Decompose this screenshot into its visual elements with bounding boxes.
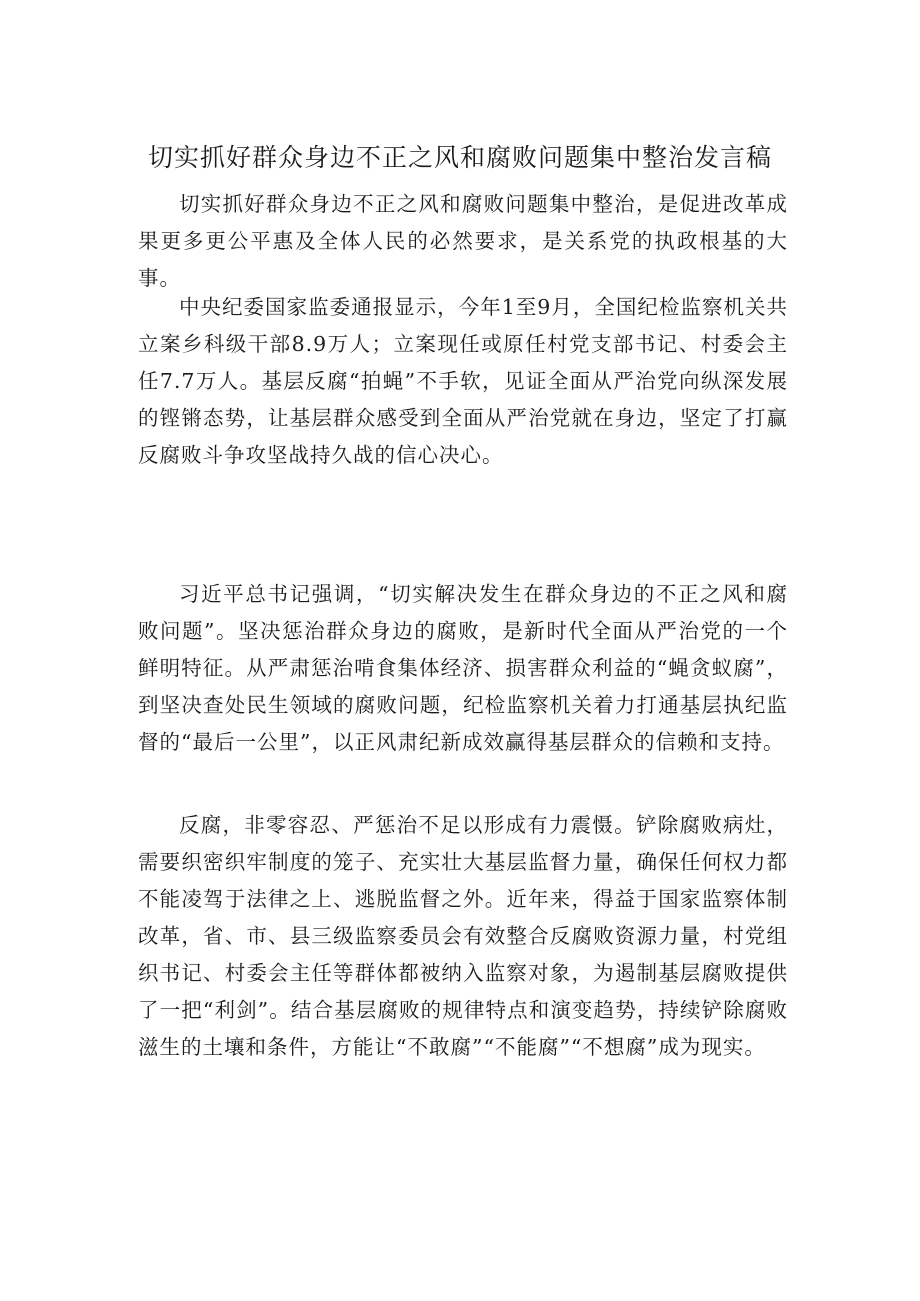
paragraph-intro: 切实抓好群众身边不正之风和腐败问题集中整治，是促进改革成果更多更公平惠及全体人民的必然要求，是关系党的执政根基的大事。 bbox=[138, 192, 788, 290]
document-title: 切实抓好群众身边不正之风和腐败问题集中整治发言稿 bbox=[147, 143, 772, 172]
paragraph-statistics: 中央纪委国家监委通报显示，今年1至9月，全国纪检监察机关共立案乡科级干部8.9万人；立案现任或原任村党支部书记、村委会主任7.7万人。基层反腐“拍蝇”不手软，见证全面从严治党向纵深发展的铿锵态势，让基层群众感受到全面从严治党就在身边，坚定了打赢反腐败斗争攻坚战持久战的信心决心。 bbox=[138, 295, 788, 467]
paragraph-leadership-quote: 习近平总书记强调，“切实解决发生在群众身边的不正之风和腐败问题”。坚决惩治群众身边的腐败，是新时代全面从严治党的一个鲜明特征。从严肃惩治啃食集体经济、损害群众利益的“蝇贪蚁腐”，到坚决查处民生领域的腐败问题，纪检监察机关着力打通基层执纪监督的“最后一公里”，以正风肃纪新成效赢得基层群众的信赖和支持。 bbox=[138, 582, 788, 754]
paragraph-anti-corruption: 反腐，非零容忍、严惩治不足以形成有力震慑。铲除腐败病灶，需要织密织牢制度的笼子、充实壮大基层监督力量，确保任何权力都不能凌驾于法律之上、逃脱监督之外。近年来，得益于国家监察体制改革，省、市、县三级监察委员会有效整合反腐败资源力量，村党组织书记、村委会主任等群体都被纳入监察对象，为遏制基层腐败提供了一把“利剑”。结合基层腐败的规律特点和演变趋势，持续铲除腐败滋生的土壤和条件，方能让“不敢腐”“不能腐”“不想腐”成为现实。 bbox=[138, 813, 788, 1059]
